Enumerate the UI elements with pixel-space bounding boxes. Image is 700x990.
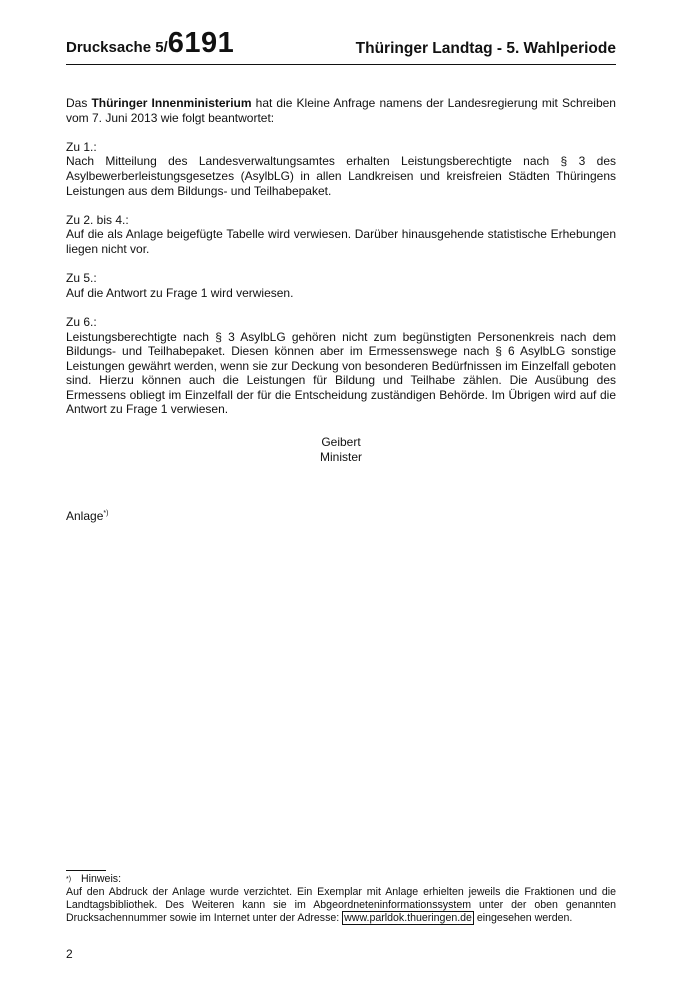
document-number-value: 6191 xyxy=(167,27,235,59)
signature-block xyxy=(66,435,616,464)
footnote-label: Hinweis: xyxy=(81,873,122,885)
answer-text: Auf die als Anlage beigefügte Tabelle wird verwiesen. Darüber hinausgehende statistische Erhebungen liegen nicht vor. xyxy=(66,227,616,256)
answer-section xyxy=(66,140,616,198)
intro-paragraph xyxy=(66,96,616,125)
answer-heading: Zu 5.: xyxy=(66,271,97,286)
answer-heading: Zu 6.: xyxy=(66,314,97,329)
answer-text: Leistungsberechtigte nach § 3 AsylbLG gehören nicht zum begünstigten Personenkreis nach dem Bildungs- und Teilhabepaket. Diesen können aber im Ermessenswege nach § 6 AsylbLG sonstige Leistungen gewährt werden, wenn sie zur Deckung von besonderen Bedürfnissen im Einzelfall geboten sind. Hierzu können auch die Leistungen für Bildung und Teilhabe zählen. Die Ausübung des Ermessens obliegt im Einzelfall der für die Entscheidung zuständigen Behörde. Im Übrigen wird auf die Antwort zu Frage 1 verwiesen. xyxy=(66,329,616,417)
footnote-marker: *) xyxy=(66,876,72,883)
attachment-note xyxy=(66,507,108,524)
page-header xyxy=(66,28,616,64)
answer-section xyxy=(66,315,616,417)
intro-before: Das xyxy=(66,96,92,110)
ministry-name: Thüringer Innenministerium xyxy=(91,96,252,110)
document-number-prefix: Drucksache 5/ xyxy=(66,39,168,56)
signatory-title: Minister xyxy=(319,449,362,464)
header-divider xyxy=(66,64,616,65)
footnote xyxy=(66,873,616,925)
intro-after: hat die Kleine Anfrage namens der Landesregierung mit Schreiben vom 7. Juni 2013 wie folgt beantwortet: xyxy=(66,96,616,125)
signatory-name: Geibert xyxy=(321,435,361,449)
answer-text: Nach Mitteilung des Landesverwaltungsamtes erhalten Leistungsberechtigte nach § 3 des Asylbewerberleistungsgesetzes (AsylbLG) in allen Landkreisen und kreisfreien Städten Thüringens Leistungen aus dem Bildungs- und Teilhabepaket. xyxy=(66,154,616,198)
footnote-text-before: Auf den Abdruck der Anlage wurde verzichtet. Ein Exemplar mit Anlage erhielten jeweils die Fraktionen und die Landtagsbibliothek. Des Weiteren kann sie im Abgeordneteninformationssystem unter der oben genannten Drucksachennummer sowie im Internet unter der Adresse: xyxy=(66,886,616,924)
parliament-title: Thüringer Landtag - 5. Wahlperiode xyxy=(355,40,616,57)
answer-heading: Zu 2. bis 4.: xyxy=(66,212,129,227)
footnote-divider xyxy=(66,870,106,871)
attachment-label: Anlage xyxy=(66,509,104,523)
answer-heading: Zu 1.: xyxy=(66,139,97,154)
document-body xyxy=(66,96,616,432)
page-number: 2 xyxy=(66,947,73,961)
answer-section xyxy=(66,271,616,300)
answer-section xyxy=(66,213,616,257)
document-number xyxy=(66,27,234,60)
answer-text: Auf die Antwort zu Frage 1 wird verwiesen. xyxy=(66,285,294,300)
attachment-marker: *) xyxy=(103,510,109,517)
footnote-text xyxy=(66,886,616,925)
footnote-text-after: eingesehen werden. xyxy=(473,912,573,924)
parldok-link[interactable]: www.parldok.thueringen.de xyxy=(344,912,472,924)
